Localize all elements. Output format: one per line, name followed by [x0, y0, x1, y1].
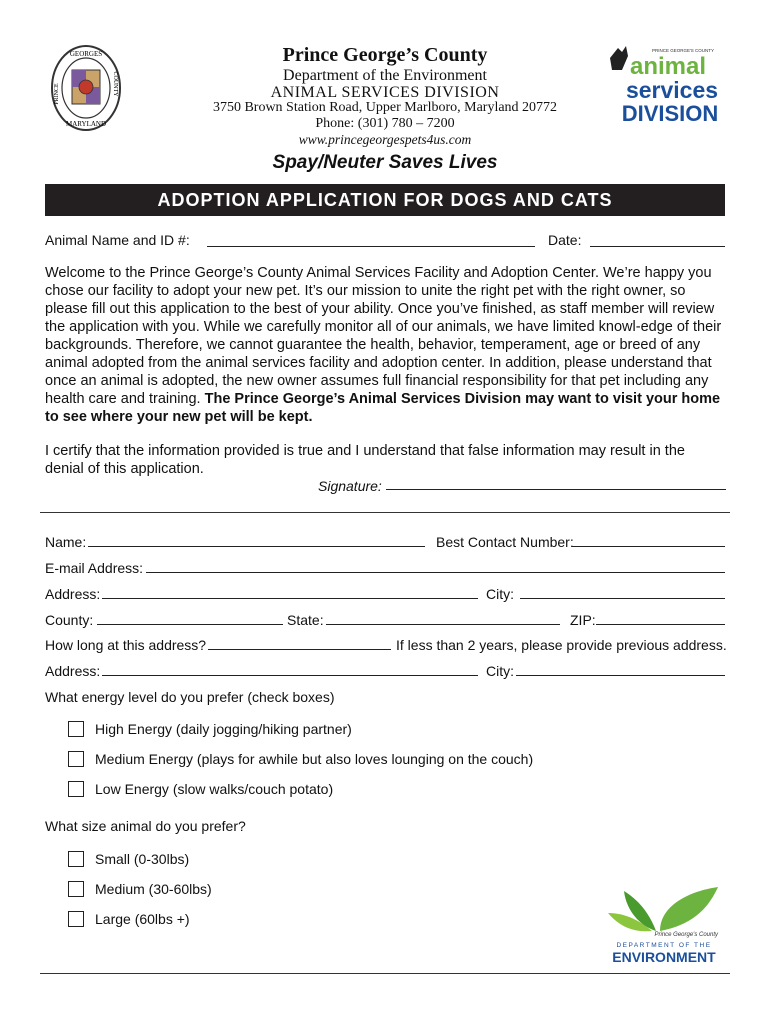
previous-city-field[interactable] — [516, 675, 725, 676]
medium-energy-checkbox[interactable] — [68, 751, 84, 767]
how-long-field[interactable] — [208, 649, 391, 650]
section-divider — [40, 512, 730, 513]
date-label: Date: — [548, 232, 582, 248]
medium-energy-label: Medium Energy (plays for awhile but also loves lounging on the couch) — [95, 751, 534, 767]
county-label: County: — [45, 612, 94, 628]
zip-label: ZIP: — [570, 612, 596, 628]
name-field[interactable] — [88, 546, 425, 547]
signature-field[interactable] — [386, 489, 726, 490]
size-question: What size animal do you prefer? — [45, 818, 246, 834]
department-name: Department of the Environment — [283, 67, 487, 84]
large-size-checkbox[interactable] — [68, 911, 84, 927]
animal-id-field[interactable] — [207, 246, 535, 247]
previous-address-note: If less than 2 years, please provide previous address. — [396, 637, 727, 653]
city-field[interactable] — [520, 598, 725, 599]
state-label: State: — [287, 612, 324, 628]
logo-word-animal: animal — [629, 53, 707, 80]
intro-paragraph — [45, 264, 727, 426]
seal-text-left: PRINCE — [54, 83, 60, 105]
bottom-divider — [40, 973, 730, 974]
small-size-label: Small (0-30lbs) — [95, 851, 190, 867]
date-field[interactable] — [590, 246, 725, 247]
best-contact-field[interactable] — [572, 546, 725, 547]
county-name: Prince George’s County — [282, 44, 488, 66]
form-title: ADOPTION APPLICATION FOR DOGS AND CATS — [45, 184, 725, 216]
address-field[interactable] — [102, 598, 478, 599]
medium-size-label: Medium (30-60lbs) — [95, 881, 212, 897]
low-energy-label: Low Energy (slow walks/couch potato) — [95, 781, 334, 797]
intro-bold-text: The Prince George’s Animal Services Division may want to visit your home to see where your new pet will be kept. — [45, 391, 721, 425]
city-label: City: — [486, 586, 514, 602]
animal-services-logo — [608, 44, 726, 124]
previous-address-label: Address: — [45, 663, 101, 679]
seal-text-right: COUNTY — [112, 71, 118, 97]
medium-size-checkbox[interactable] — [68, 881, 84, 897]
email-label: E-mail Address: — [45, 560, 144, 576]
logo-word-division: DIVISION — [621, 101, 719, 124]
state-field[interactable] — [326, 624, 560, 625]
logo-text-top: PRINCE GEORGE'S COUNTY — [651, 48, 715, 53]
county-seal — [50, 44, 122, 132]
seal-text-top: GEORGES — [69, 50, 103, 58]
intro-text: Welcome to the Prince George’s County Animal Services Facility and Adoption Center. We’re happy you chose our facility to adopt your new pet. It’s our mission to unite the right pet with the right owner, so please fill out this application to the best of your ability. Once you’ve finished, as staff member will review the application with you. While we carefully monitor all of our animals, we have limited knowl-edge of their backgrounds. Therefore, we cannot guarantee the health, behavior, temperament, age or breed of any animal adopted from the animal services facility and adoption center. In addition, please understand that once an animal is adopted, the new owner assumes full financial responsibility for that pet including any health care and training. — [45, 265, 722, 407]
environment-logo — [600, 885, 730, 967]
best-contact-label: Best Contact Number: — [436, 534, 574, 550]
high-energy-label: High Energy (daily jogging/hiking partner) — [95, 721, 352, 737]
previous-city-label: City: — [486, 663, 514, 679]
signature-label: Signature: — [318, 478, 382, 494]
slogan: Spay/Neuter Saves Lives — [272, 152, 498, 173]
mailing-address: 3750 Brown Station Road, Upper Marlboro, Maryland 20772 — [212, 100, 558, 115]
phone-number: Phone: (301) 780 – 7200 — [315, 116, 455, 131]
previous-address-field[interactable] — [102, 675, 478, 676]
low-energy-checkbox[interactable] — [68, 781, 84, 797]
address-label: Address: — [45, 586, 101, 602]
name-label: Name: — [45, 534, 87, 550]
animal-id-label: Animal Name and ID #: — [45, 232, 190, 248]
zip-field[interactable] — [596, 624, 725, 625]
logo-word-services: services — [625, 77, 719, 103]
high-energy-checkbox[interactable] — [68, 721, 84, 737]
county-field[interactable] — [97, 624, 283, 625]
env-logo-dept: DEPARTMENT OF THE — [616, 942, 712, 949]
env-logo-env: ENVIRONMENT — [612, 949, 716, 965]
large-size-label: Large (60lbs +) — [95, 911, 190, 927]
website: www.princegeorgespets4us.com — [298, 132, 472, 147]
certify-statement: I certify that the information provided is true and I understand that false information may result in the denial of this application. — [45, 443, 685, 477]
division-name: ANIMAL SERVICES DIVISION — [270, 84, 500, 101]
small-size-checkbox[interactable] — [68, 851, 84, 867]
seal-text-bottom: MARYLAND — [65, 120, 107, 128]
how-long-label: How long at this address? — [45, 637, 207, 653]
env-logo-small: Prince George's County — [654, 932, 718, 938]
email-field[interactable] — [146, 572, 725, 573]
energy-question: What energy level do you prefer (check boxes) — [45, 689, 335, 705]
